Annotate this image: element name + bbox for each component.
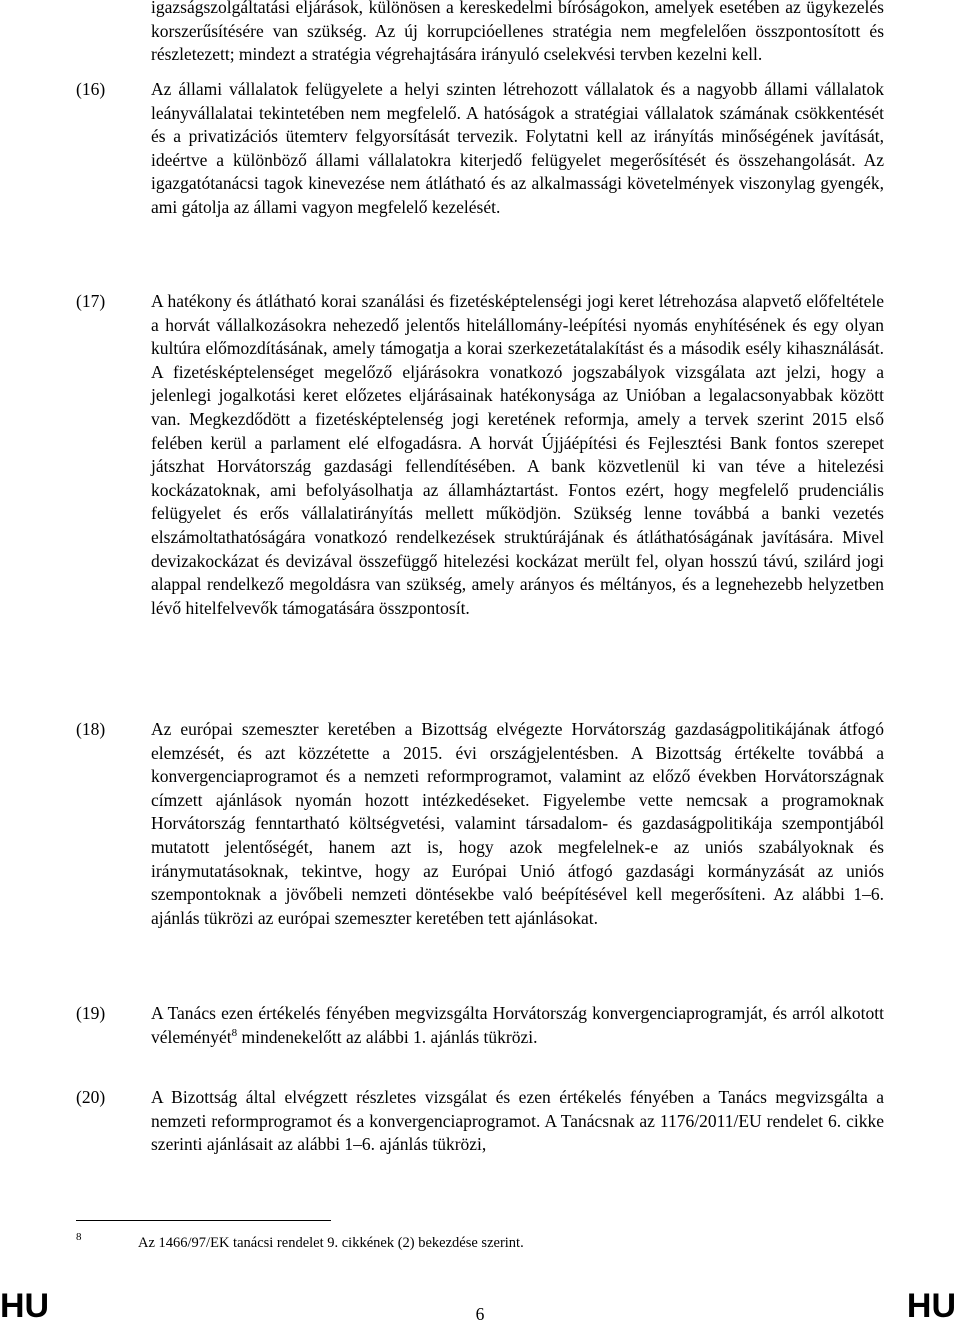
paragraph-number: (20) xyxy=(76,1087,106,1107)
paragraph-text: Az állami vállalatok felügyelete a helyi szinten létrehozott vállalatok és a nagyobb állami vállalatok leányvállalatai tekintetében nem megfelelő. A hatóságok a stratégiai vállalatok számának csökkentését és a privatizációs ütemterv felgyorsítását tervezik. Folytatni kell az irányítás minőségének javítását, ideértve a különböző állami vállalatokra kiterjedő felügyelet megerősítését és összehangolását. Az igazgatótanácsi tagok kinevezése nem átlátható és az alkalmassági követelmények viszonylag gyengék, ami gátolja az állami vagyon megfelelő kezelését. xyxy=(151,79,884,217)
paragraph-number: (19) xyxy=(76,1003,106,1023)
paragraph-number: (17) xyxy=(76,291,106,311)
paragraph-text-after: mindenekelőtt az alábbi 1. ajánlás tükrözi. xyxy=(237,1026,538,1047)
paragraph-number: (18) xyxy=(76,719,106,739)
paragraph-text: A hatékony és átlátható korai szanálási és fizetésképtelenségi jogi keret létrehozása alapvető előfeltétele a horvát vállalkozásokra nehezedő jelentős hitelállomány-leépítési nyomás enyhítésének és egy olyan kultúra előmozdításának, amely támogatja a korai szerkezetátalakítást és a második esély kihasználását. A fizetésképtelenséget megelőző eljárásokra vonatkozó jogszabályok vizsgálata azt jelzi, hogy a jelenlegi jogalkotási keret előzetes eljárásainak hatékonysága az Unióban a legalacsonyabbak között van. Megkezdődött a fizetésképtelenség jogi keretének reformja, amely a tervek szerint 2015 első felében kerül a parlament elé elfogadásra. A horvát Újjáépítési és Fejlesztési Bank fontos szerepet játszhat Horvátország gazdasági fellendítésében. A bank közvetlenül ki van téve a hitelezési kockázatoknak, ami befolyásolhatja az államháztartást. Fontos ezért, hogy megfelelő prudenciális felügyelet és erős vállalatirányítás mellett működjön. Szükség lenne továbbá a banki vezetés elszámoltathatóságára vonatkozó rendelkezések struktúrájának és átláthatóságának javítására. Mivel devizakockázat és devizával összefüggő hitelezési kockázat merült fel, olyan hosszú távú, szilárd jogi alappal rendelkező megoldásra van szükség, amely arányos és méltányos, és a legnehezebb helyzetben lévő hitelfelvevők támogatására összpontosít. xyxy=(151,291,884,618)
paragraph-text xyxy=(151,1002,884,1049)
footnote-text: Az 1466/97/EK tanácsi rendelet 9. cikkének (2) bekezdése szerint. xyxy=(138,1235,524,1251)
language-label-left: HU xyxy=(0,1287,50,1325)
intro-text: igazságszolgáltatási eljárások, különösen a kereskedelmi bíróságokon, amelyek esetében az ügykezelés korszerűsítésére van szükség. Az új korrupcióellenes stratégia nem megfelelően összpontosított és részletezett; mindezt a stratégia végrehajtására irányuló cselekvési tervben kezelni kell. xyxy=(151,0,884,65)
footnote-reference[interactable]: 8 xyxy=(231,1026,238,1039)
page-number: 6 xyxy=(475,1304,485,1324)
paragraph-text: A Bizottság által elvégzett részletes vizsgálat és ezen értékelés fényében a Tanács megvizsgálta a nemzeti reformprogramot és a konvergenciaprogramot. A Tanácsnak az 1176/2011/EU rendelet 6. cikke szerinti ajánlásait az alábbi 1–6. ajánlás tükrözi, xyxy=(151,1087,884,1155)
footnote-separator xyxy=(76,1220,331,1221)
paragraph-text: Az európai szemeszter keretében a Bizottság elvégezte Horvátország gazdaságpolitikájának átfogó elemzését, és azt közzétette a 2015. évi országjelentésben. A Bizottság értékelte továbbá a konvergenciaprogramot és a nemzeti reformprogramot, valamint az előző években Horvátországnak címzett ajánlások nyomán hozott intézkedéseket. Figyelembe vette nemcsak a programoknak Horvátország fenntartható költségvetési, valamint társadalom- és gazdaságpolitikája szempontjából mutatott jelentőségét, hanem azt is, hogy azok megfelelnek-e az uniós szabályoknak és iránymutatásoknak, tekintve, hogy az Európai Unió átfogó gazdasági kormányzását az uniós szempontoknak a jövőbeli nemzeti döntésekbe való beépítésével kell megerősíteni. Az alábbi 1–6. ajánlás tükrözi az európai szemeszter keretében tett ajánlásokat. xyxy=(151,719,884,928)
language-label-right: HU xyxy=(906,1287,956,1325)
footnote-number: 8 xyxy=(76,1231,82,1243)
paragraph-text-before: A Tanács ezen értékelés fényében megvizsgálta Horvátország konvergenciaprogramját, és arról alkotott véleményét xyxy=(151,1003,884,1047)
paragraph-number: (16) xyxy=(76,79,106,99)
